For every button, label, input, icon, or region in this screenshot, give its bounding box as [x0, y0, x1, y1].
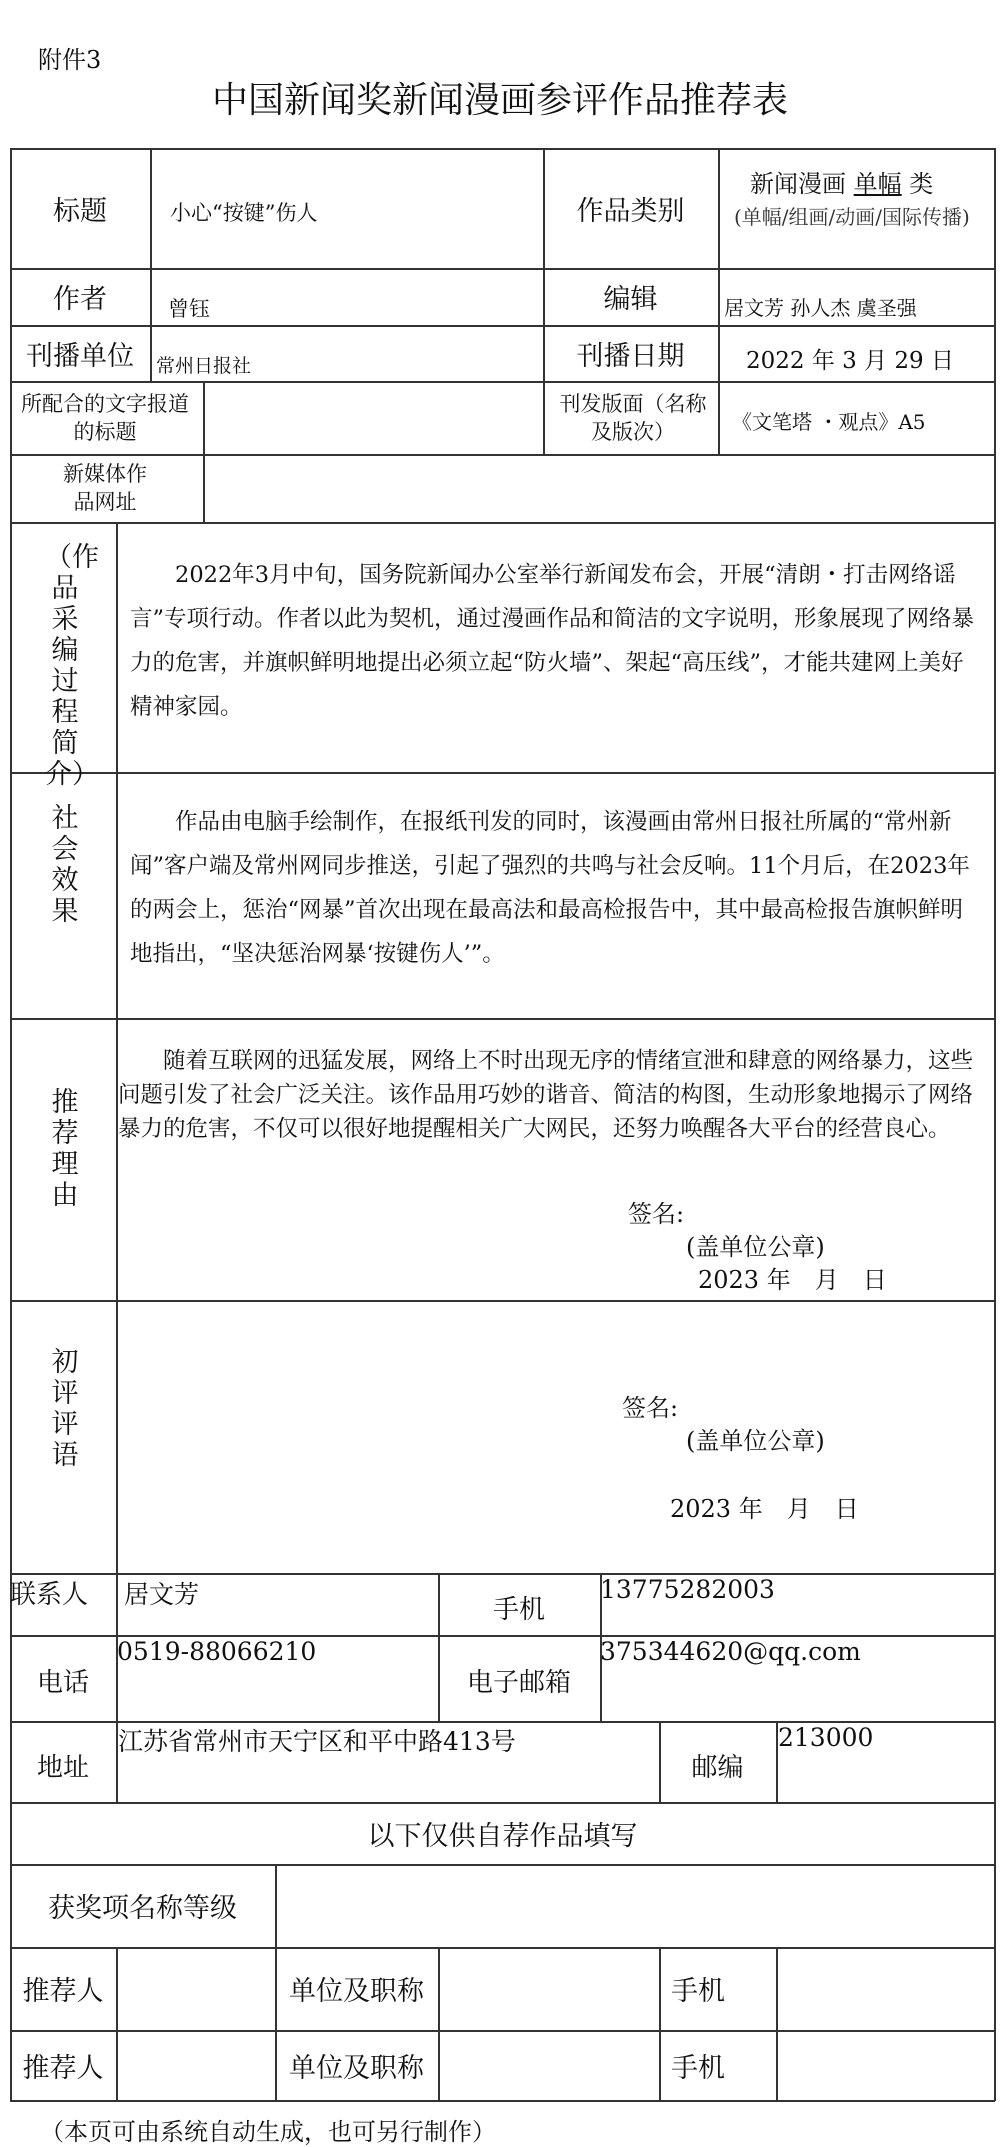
new-media-url-label: 新媒体作品网址	[63, 462, 147, 514]
self-recommend-title: 以下仅供自荐作品填写	[367, 1820, 638, 1852]
category-label: 作品类别	[576, 195, 685, 227]
zip-label: 邮编	[691, 1752, 744, 1783]
category-options: (单幅/组画/动画/国际传播)	[734, 205, 970, 229]
reason-signature: 签名:	[628, 1200, 685, 1228]
mobile-value[interactable]: 13775282003	[600, 1575, 775, 1604]
recommender-2-mobile-label: 手机	[671, 2052, 725, 2084]
publisher-label: 刊播单位	[26, 340, 134, 372]
intro-label: （作品采编过程简介）	[45, 542, 99, 790]
publish-date-label: 刊播日期	[576, 340, 685, 372]
mobile-label: 手机	[492, 1594, 545, 1625]
reason-date: 2023 年 月 日	[698, 1266, 887, 1294]
social-effect-label: 社会效果	[51, 803, 79, 927]
review-label: 初评评语	[51, 1347, 79, 1471]
zip-value[interactable]: 213000	[778, 1723, 874, 1752]
author-label: 作者	[53, 284, 107, 315]
review-date: 2023 年 月 日	[670, 1495, 859, 1523]
related-report-label: 所配合的文字报道的标题	[21, 392, 189, 444]
social-effect-text[interactable]: 作品由电脑手绘制作，在报纸刊发的同时，该漫画由常州日报社所属的“常州新闻”客户端及常州网同步推送，引起了强烈的共鸣与社会反响。11个月后，在2023年的两会上，惩治“网暴”首次出现在最高法和最高检报告中，其中最高检报告旗帜鲜明地指出，“坚决惩治网暴‘按键伤人’”。	[130, 809, 970, 967]
phone-value[interactable]: 0519-88066210	[117, 1637, 317, 1666]
author-value[interactable]: 曾钰	[168, 297, 210, 321]
work-title-value[interactable]: 小心“按键”伤人	[170, 201, 318, 225]
address-label: 地址	[36, 1752, 89, 1783]
recommender-1-unit-label: 单位及职称	[289, 1976, 424, 2007]
publisher-value[interactable]: 常州日报社	[156, 355, 252, 377]
review-stamp: (盖单位公章)	[686, 1427, 825, 1455]
publish-date-value[interactable]: 2022 年 3 月 29 日	[746, 348, 954, 374]
title-label: 标题	[53, 195, 107, 227]
phone-label: 电话	[36, 1667, 89, 1698]
award-label: 获奖项名称等级	[48, 1893, 237, 1924]
reason-label: 推荐理由	[51, 1087, 79, 1211]
new-media-url-value[interactable]	[205, 455, 993, 521]
editor-label: 编辑	[603, 284, 658, 315]
award-value[interactable]	[277, 1866, 993, 1946]
reason-stamp: (盖单位公章)	[686, 1233, 825, 1261]
page-title: 中国新闻奖新闻漫画参评作品推荐表	[211, 80, 788, 121]
address-value[interactable]: 江苏省常州市天宁区和平中路413号	[118, 1727, 516, 1756]
category-suffix: 类	[909, 170, 934, 198]
category-value[interactable]	[750, 164, 933, 199]
contact-person-label: 联系人	[10, 1580, 89, 1610]
editor-value[interactable]: 居文芳 孙人杰 虞圣强	[724, 296, 917, 320]
category-filled[interactable]: 单幅	[853, 170, 902, 198]
email-label: 电子邮箱	[466, 1667, 571, 1698]
category-prefix: 新闻漫画	[750, 170, 846, 198]
recommender-2-label: 推荐人	[22, 2052, 104, 2084]
intro-text[interactable]: 2022年3月中旬，国务院新闻办公室举行新闻发布会，开展“清朗・打击网络谣言”专项行动。作者以此为契机，通过漫画作品和简洁的文字说明，形象展现了网络暴力的危害，并旗帜鲜明地提出必须立起“防火墙”、架起“高压线”，才能共建网上美好精神家园。	[130, 562, 975, 720]
related-report-value[interactable]	[205, 383, 542, 453]
recommender-1-mobile-label: 手机	[671, 1976, 725, 2007]
review-signature: 签名:	[622, 1394, 679, 1422]
attachment-label: 附件3	[38, 46, 102, 74]
page-section-value[interactable]: 《文笔塔 ・观点》A5	[732, 410, 926, 434]
recommender-1-label: 推荐人	[22, 1976, 104, 2007]
recommender-2-unit-label: 单位及职称	[289, 2052, 424, 2084]
page-section-label: 刊发版面（名称及版次）	[559, 392, 707, 444]
footer-note: （本页可由系统自动生成，也可另行制作）	[40, 2118, 496, 2146]
contact-person-value[interactable]: 居文芳	[124, 1580, 200, 1609]
email-value[interactable]: 375344620@qq.com	[600, 1637, 861, 1666]
reason-text[interactable]: 随着互联网的迅猛发展，网络上不时出现无序的情绪宣泄和肆意的网络暴力，这些问题引发了社会广泛关注。该作品用巧妙的谐音、简洁的构图，生动形象地揭示了网络暴力的危害，不仅可以很好地提醒相关广大网民，还努力唤醒各大平台的经营良心。	[118, 1048, 974, 1142]
